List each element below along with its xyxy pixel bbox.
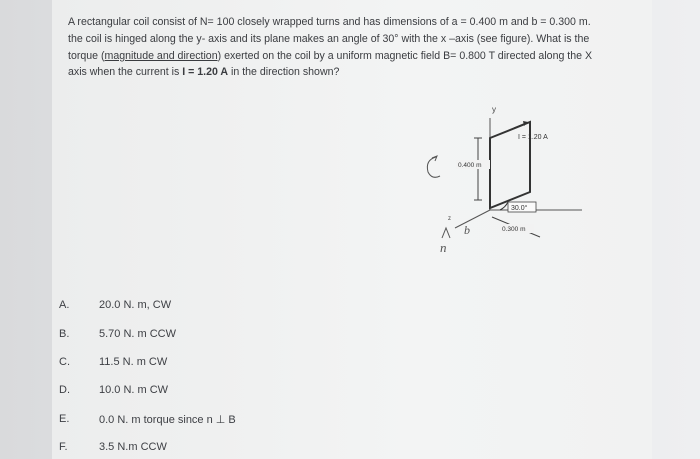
option-f-text[interactable]: 3.5 N.m CCW: [99, 441, 167, 453]
option-d-text[interactable]: 10.0 N. m CW: [99, 384, 169, 396]
option-b-letter: B.: [59, 328, 70, 340]
width-label: 0.300 m: [502, 226, 526, 233]
option-d-letter: D.: [59, 384, 70, 396]
option-e-letter: E.: [59, 413, 70, 425]
hand-arrow-mark: [442, 228, 450, 238]
hand-n-mark: n: [440, 240, 447, 255]
coil-figure: [410, 100, 590, 265]
angle-label: 30.0°: [511, 205, 528, 212]
option-e-text[interactable]: 0.0 N. m torque since n ⊥ B: [99, 414, 236, 426]
question-text: [68, 14, 608, 81]
option-f-letter: F.: [59, 441, 68, 453]
option-b-text[interactable]: 5.70 N. m CCW: [99, 328, 177, 340]
question-part-3: in the direction shown?: [228, 66, 340, 79]
height-label: 0.400 m: [458, 162, 482, 169]
option-a-text[interactable]: 20.0 N. m, CW: [99, 299, 172, 311]
question-link: magnitude and direction: [104, 49, 218, 62]
z-axis-line: [455, 210, 490, 228]
y-axis-label: y: [492, 105, 496, 114]
hand-curl-mark: [427, 157, 440, 177]
z-axis-label: z: [448, 216, 451, 222]
option-a-letter: A.: [59, 299, 70, 311]
question-current: I = 1.20 A: [182, 66, 229, 79]
option-c-text[interactable]: 11.5 N. m CW: [99, 356, 168, 368]
option-c-letter: C.: [59, 356, 70, 368]
question-part-1: A rectangular coil consist of N= 100 closely wrapped turns and has dimensions of a = 0.400 m and b = 0.300 m. the coil is hinged along the y- axis and its plane makes an angle of 30° with the x –axis (see figure). What is the torque (: [68, 16, 591, 62]
current-label: I = 1.20 A: [518, 134, 548, 141]
question-part-2: ) exerted on the coil by a uniform magnetic field B= 0.800 T directed along the X axis when the current is: [68, 49, 593, 79]
hand-b-mark: b: [464, 223, 470, 237]
